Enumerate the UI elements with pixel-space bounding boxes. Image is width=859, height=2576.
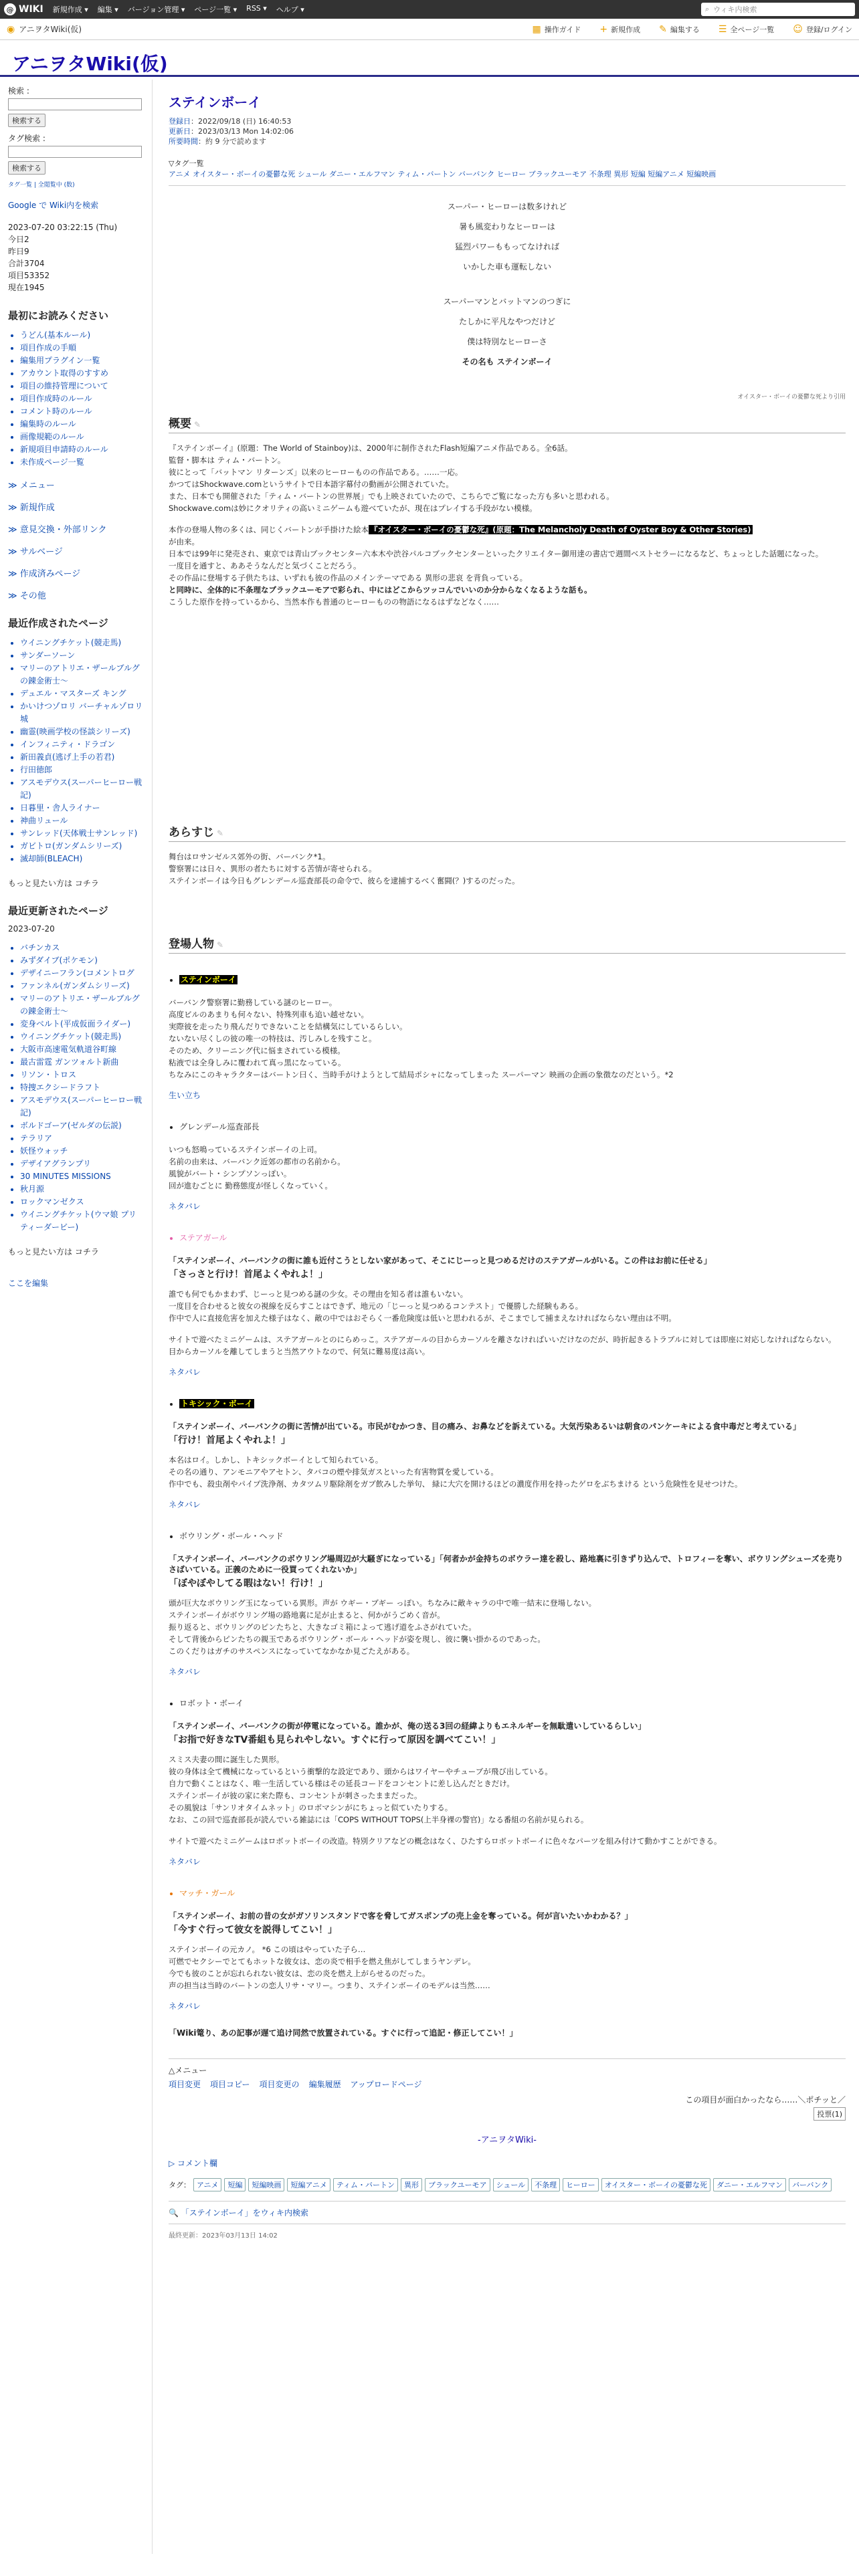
first-read-item[interactable]: • 画像規範のルール [20,431,144,443]
character-subsection-link[interactable]: 生い立ち [169,1091,201,1100]
first-read-item[interactable]: • 項目の維持管理について [20,380,144,393]
character-name-item [179,1121,846,1132]
recent-created-item[interactable]: • インフィニティ・ドラゴン [20,738,144,751]
logo-text: WIKI [19,4,43,15]
poem-note: オイスター・ボーイの憂鬱な死より引用 [737,394,846,401]
first-read-item[interactable]: • 編集用プラグイン一覧 [20,354,144,367]
list-icon: ☰ [718,23,727,35]
character-quote: 「ステインボーイ、バーバンクの街が停電になっている。誰かが、俺の送る3回の経緯よりもエネルギーを無駄遣いしているらしい」 [169,1721,646,1731]
netabare-link[interactable]: ネタバレ [169,1857,201,1866]
synopsis-line: 舞台はロサンゼルス郊外の街、バーバンク*1。 [169,852,330,861]
character-line: 誰でも何でもかまわず、じーっと見つめる謎の少女。その理由を知る者は誰もいない。 [169,1289,468,1299]
sidebar-section-link[interactable]: ≫ サルベージ [8,547,63,557]
overview-title: 概要 [169,417,191,431]
tag-search-label: タグ検索 : [8,134,45,143]
poem-line: スーパーマンとバットマンのつぎに [443,297,571,306]
overview-line: 彼にとって「バットマン リターンズ」以来のヒーローものの作品である。……一応。 [169,467,463,477]
tag-chip[interactable]: オイスター・ボーイの憂鬱な死 [601,2178,710,2191]
overview-line: その作品に登場する子供たちは、いずれも彼の作品のメインテーマである 異形の悲哀 を背負っている。 [169,573,528,582]
top-search-input[interactable] [701,3,855,16]
pencil-icon: ✎ [659,23,667,35]
characters-heading [169,934,846,954]
bottom-menu [169,2058,846,2090]
character-line: 高度ビルのあまりも何々ない、特殊列車も追い越せない。 [169,1010,369,1019]
stats-block [8,221,144,294]
search-placeholder: ウィキ内検索 [713,5,757,14]
character-line: 一度目を合わせると彼女の視線を反らすことはできず、地元の「じーっと見つめるコンテスト」で優勝した経験もある。 [169,1301,583,1311]
character-name: ロボット・ボーイ [179,1699,244,1708]
character-quote-sub: 「行け！首尾よくやれよ！」 [169,1435,290,1446]
wiki-logo[interactable] [4,3,43,15]
character-line: 作中で人に直接危害を加えた様子はなく、敵の中ではおそらく一番危険度は低いと思われるが、そこまでして捕まえなければならない理由は不明。 [169,1313,676,1323]
first-read-item[interactable]: • 項目作成時のルール [20,393,144,405]
character-name-item [179,1530,846,1541]
character-entry [169,1530,846,1541]
first-read-item[interactable]: • アカウント取得のすすめ [20,367,144,380]
synopsis-heading [169,823,846,842]
wiki-search-link[interactable]: 🔍 「ステインボーイ」をウィキ内検索 [169,2201,846,2224]
recent-updated-item[interactable]: • ロックマンゼクス [20,1196,144,1208]
character-line: 名前の由来は、バーバンク近郊の都市の名前から。 [169,1157,345,1166]
recent-updated-item[interactable]: • アスモデウス(スーパーヒーロー戦記) [20,1094,144,1119]
edit-pencil-icon[interactable]: ✎ [217,829,224,838]
first-read-heading: 最初にお読みください [8,310,109,322]
recent-created-item[interactable]: • マリーのアトリエ・ザールブルグの錬金術士〜 [20,662,144,687]
all-pages-button[interactable] [719,24,774,35]
overview-line: と同時に、全体的に不条理なブラックユーモアで彩られ、中にはどこからツッコんでいいのか分からなくなるような話も。 [169,585,592,595]
recent-updated-item[interactable]: • ボルドゴーア(ゼルダの伝説) [20,1119,144,1132]
meta-row [169,136,846,146]
meta-value: ：2023/03/13 Mon 14:02:06 [191,127,294,136]
recent-created-item[interactable]: • サンレッド(天体戦士サンレッド) [20,827,144,840]
overview-line: 一度目を通すと、ああそうなんだと気づくことだろう。 [169,561,361,570]
first-read-item[interactable]: • コメント時のルール [20,405,144,418]
recent-updated-heading: 最近更新されたページ [8,905,108,917]
overview-line: 本作の登場人物の多くは、同じくバートンが手掛けた絵本 『オイスター・ボーイの憂鬱な死』(原題：The Melancholy Death of Oyster Boy & Other Stories) [169,525,751,534]
site-title[interactable]: アニヲタWiki(仮) [12,53,168,75]
recent-updated-item[interactable]: • ウイニングチケット(ウマ娘 プリティーダービー) [20,1208,144,1234]
top-bar [0,0,859,19]
recent-created-item[interactable]: • ウイニングチケット(競走馬) [20,637,144,649]
stat-now: 現在1945 [8,283,45,292]
character-quote-sub: 「今すぐ行って彼女を説得してこい！」 [169,1925,337,1935]
opening-poem [169,197,846,372]
recent-updated-item[interactable]: • デザイアグランプリ [20,1158,144,1170]
character-line: 粘液では全身しみに覆われて真っ黒になっている。 [169,1058,346,1067]
tag-list-label: ▽タグ一覧 [169,159,204,168]
character-quote-sub: 「お指で好きなTV番組も見られやしない。すぐに行って原因を調べてこい！」 [169,1735,501,1745]
rate-box [169,2094,846,2121]
character-quote: 「ステインボーイ、バーバンクのボウリング場周辺が大騒ぎになっている」「何者かが金持ちのボウラー達を殺し、路地裏に引きずり込んで、トロフィーを奪い、ボウリングシューズを売りさばいている。正義のために一役買ってくれないか」 [169,1554,844,1574]
edit-label: 編集する [670,25,700,34]
tag-chip[interactable]: 異形 [401,2178,422,2191]
character-line: 可燃でセクシーでとてもホットな彼女は、恋の炎で相手を燃え焦がしてしまうヤンデレ。 [169,1957,476,1966]
recent-created-item[interactable]: • 神曲リュール [20,815,144,827]
menu-link[interactable]: アップロードページ [350,2080,422,2089]
sidebar-search-button[interactable]: 検索する [8,114,45,127]
recent-updated-date: 2023-07-20 [8,924,55,934]
character-line: このくだりはガチのサスペンスになっていてなかなか見ごたえがある。 [169,1646,415,1656]
sidebar-section-link[interactable]: ≫ 作成済みページ [8,569,81,579]
new-page-button[interactable] [599,24,640,35]
highlight-title: 『オイスター・ボーイの憂鬱な死』(原題：The Melancholy Death of Oyster Boy & Other Stories) [370,525,751,534]
recent-created-item[interactable]: • 幽霊(映画学校の怪談シリーズ) [20,726,144,738]
character-line: そして背後からピンたちの親玉であるボウリング・ボール・ヘッドが姿を現し、彼に襲い掛かるのであった。 [169,1634,545,1644]
poem-line: スーパー・ヒーローは数多けれど [447,202,567,211]
overview-heading [169,414,846,433]
overview-line: 日本では99年に発売され、東京では青山ブックセンター六本木や渋谷パルコブックセンターといったクリエイター御用達の書店で週間ベストセラーになるなど、ちょっとした話題になった。 [169,549,824,558]
rate-text: この項目が面白かったなら……＼ポチッと／ [685,2095,846,2105]
tag-chip[interactable]: 短編アニメ [287,2178,330,2191]
sidebar-section-link[interactable]: ≫ 意見交換・外部リンク [8,525,107,535]
recent-updated-item[interactable]: • テラリア [20,1132,144,1145]
site-name: アニヲタWiki(仮) [19,25,82,34]
character-line: 頭が巨大なボウリング玉になっている異形。声が ウギー・ブギー っぽい。ちなみに敵キャラの中で唯一結末に登場しない。 [169,1598,597,1608]
character-name: ステアガール [179,1233,227,1243]
tag-line [169,158,846,186]
character-name-item [179,1887,846,1899]
tag-note[interactable]: タグ一覧 | 全閲覧中 (数) [8,182,75,189]
meta-row [169,126,846,136]
guide-button[interactable] [533,24,581,35]
overview-line: が由来。 [169,537,199,546]
poem-line: 猛烈パワーももってなければ [454,242,559,251]
menu-edit[interactable]: 編集 ▾ [97,5,118,14]
search-label: 検索 : [8,86,29,96]
character-line: そのため、クリーニング代に悩まされている模様。 [169,1046,345,1055]
tag-list [169,2178,846,2191]
sub-bar [0,19,859,40]
character-line: ちなみにこのキャラクターはバートン曰く、当時手がけようとして結局ポシャになってしまった スーパーマン 映画の企画の象徴なのだという。*2 [169,1070,674,1079]
menu-version[interactable]: バージョン管理 ▾ [127,5,185,14]
character-line: その名の通り、アンモニアやアセトン、タバコの煙や排気ガスといった有害物質を愛している。 [169,1467,498,1477]
character-entry [169,1887,846,1899]
more-link-2[interactable]: もっと見たい方は コチラ [8,1247,99,1257]
meta-key: 登録日 [169,117,191,126]
stat-total: 合計3704 [8,259,45,268]
synopsis-line: 警察署には日々、異形の者たちに対する苦情が寄せられる。 [169,864,377,873]
spacer [169,515,846,524]
menu-link[interactable]: 項目コピー [210,2080,250,2089]
comment-link[interactable]: ▷ コメント欄 [169,2159,218,2168]
character-line: 今でも彼のことが忘れられない彼女は、恋の炎を燃え上がらせるのだった。 [169,1969,430,1978]
guide-icon: ▦ [532,23,541,35]
recent-created-item[interactable]: • 滅却師(BLEACH) [20,853,144,865]
spacer [169,1826,846,1836]
character-line: いつも怒鳴っているステインボーイの上司。 [169,1145,322,1154]
edit-pencil-icon[interactable]: ✎ [194,420,201,429]
menu-help[interactable]: ヘルプ ▾ [276,5,304,14]
tags-label: タグ： [169,2181,191,2189]
character-name: ボウリング・ボール・ヘッド [179,1531,284,1541]
footer-title[interactable]: -アニヲタWiki- [478,2135,537,2145]
character-line: 本名はロイ。しかし、トキシックボーイとして知られている。 [169,1455,383,1465]
character-line: ないない尽くしの彼の唯一の特技は、汚しみしを残すこと。 [169,1034,377,1043]
tag-chip[interactable]: ヒーロー [563,2178,599,2191]
tag-search-button[interactable]: 検索する [8,161,45,175]
character-line: バーバンク警察署に勤務している謎のヒーロー。 [169,998,337,1007]
recent-updated-item[interactable]: • みずダイブ(ポケモン) [20,954,144,967]
recent-updated-item[interactable]: • デザイニーフラン(コメントログ [20,967,144,980]
character-line: ステインボーイが彼の家に来た際も、コンセントが刺さったままだった。 [169,1791,422,1800]
vote-button[interactable]: 投票(1) [814,2107,846,2121]
character-line: スミス夫妻の間に誕生した異形。 [169,1755,284,1764]
character-quote-sub: 「ぼやぼやしてる暇はない！行け！」 [169,1578,328,1589]
recent-updated-item[interactable]: • 妖怪ウォッチ [20,1145,144,1158]
overview-line: かつてはShockwave.comというサイトで日本語字幕付の動画が公開されていた。 [169,479,454,489]
all-pages-label: 全ページ一覧 [730,25,775,34]
new-label: 新規作成 [611,25,641,34]
more-link-1[interactable]: もっと見たい方は コチラ [8,879,99,888]
character-line: その風貌は「サンリオタイムネット」のロボマシンがにちょっと似ていたりする。 [169,1803,453,1812]
character-line: ステインボーイの元カノ。 *6 この頃はやっていた子ら… [169,1945,366,1954]
character-quote: 「ステインボーイ、お前の昔の女がガソリンスタンドで客を脅してガスポンプの売上金を奪っている。何が言いたいかわかる？」 [169,1911,633,1921]
character-name-item [179,1697,846,1709]
menu-links [169,2078,846,2090]
recent-created-item[interactable]: • デュエル・マスターズ キング [20,687,144,700]
edit-sidebar-link[interactable]: ここを編集 [8,1279,49,1288]
spacer [169,1325,846,1334]
character-name: トキシック・ボーイ [181,1399,253,1408]
sidebar-section-link[interactable]: ≫ メニュー [8,481,55,491]
tag-chip[interactable]: 短編 [224,2178,246,2191]
first-read-item[interactable]: • うどん(基本ルール) [20,329,144,342]
menu-link[interactable]: 項目変更の [259,2080,300,2089]
stat-items: 項目53352 [8,271,50,280]
overview-body [169,443,846,607]
character-line: 実際彼を走ったり飛んだりできないことを結構気にしているらしい。 [169,1022,407,1031]
character-name-item [179,1232,846,1243]
recent-created-item[interactable]: • 新田義貞(逃げ上手の若君) [20,751,144,764]
login-button[interactable] [793,24,852,35]
character-entry [169,1697,846,1709]
tag-chip[interactable]: アニメ [193,2178,221,2191]
netabare-link[interactable]: ネタバレ [169,1667,201,1677]
sidebar [0,80,153,2554]
recent-updated-item[interactable]: • 特捜エクシードラフト [20,1081,144,1094]
login-label: 登録/ログイン [805,25,852,34]
character-line: 振り返ると、ボウリングのピンたちと、大きなゴミ箱によって逃げ道をふさがれていた。 [169,1622,476,1632]
recent-updated-item[interactable]: • 秋月源 [20,1183,144,1196]
first-read-list [8,329,144,469]
netabare-link[interactable]: ネタバレ [169,1500,201,1509]
overview-line: Shockwave.comは妙にクオリティの高いミニゲームも遊べていたが、現在はプレイする手段がない模様。 [169,504,537,513]
recent-updated-item[interactable]: • 最古雷霆 ガンツォルト新曲 [20,1056,144,1069]
edit-pencil-icon[interactable]: ✎ [217,940,224,950]
tag-chip[interactable]: バーバンク [789,2178,832,2191]
first-read-item[interactable]: • 項目作成の手順 [20,342,144,354]
search-icon: ⌕ [705,5,710,13]
character-line: 彼の身体は全て機械になっているという衝撃的な設定であり、頭からはワイヤーやチューブが飛び出している。 [169,1767,553,1776]
character-line: なお、この回で巡査部長が読んでいる雑誌には「COPS WITHOUT TOPS(上半身裸の警官)」なる番組の名前が見られる。 [169,1815,589,1824]
sidebar-search-input[interactable] [8,98,142,110]
character-entry [169,1232,846,1243]
character-line: 自力で動くことはなく、唯一生活している様はその延長コードをコンセントに差し込んだときだけ。 [169,1779,514,1788]
logo-mark-icon: @ [4,3,16,15]
netabare-link[interactable]: ネタバレ [169,1368,201,1377]
recent-created-item[interactable]: • かいけつゾロリ バーチャルゾロリ城 [20,700,144,726]
character-line: 作中でも、殺虫剤やパイプ洗浄剤、カタツムリ駆除剤をガブ飲みした挙句、 緑に大穴を開けるほどの濃度作用を持ったゲロをぶちまける という危険性を見せつけた。 [169,1479,743,1489]
character-line: サイトで遊べたミニゲームは、ステアガールとのにらめっこ。ステアガールの目からカーソルを離さなければいいだけなのだが、時折起きるトラブルに対しては即座に対応しなければならない。 [169,1335,836,1344]
recent-updated-item[interactable]: • リソン・トロス [20,1069,144,1081]
overview-line: 『ステインボーイ』(原題：The World of Stainboy)は、2000年に制作されたFlash短編アニメ作品である。全6話。 [169,443,573,453]
poem-line: 暑も風変わりなヒーローは [459,222,555,231]
meta-row [169,116,846,126]
character-name: グレンデール巡査部長 [179,1122,260,1132]
stat-date: 2023-07-20 03:22:15 (Thu) [8,223,118,232]
tag-chip[interactable]: ダニー・エルフマン [713,2178,786,2191]
character-line: ステインボーイがボウリング場の路地裏に足が止まると、何かがうごめく音が。 [169,1610,445,1620]
inline-tags[interactable]: アニメ オイスター・ボーイの憂鬱な死 シュール ダニー・エルフマン ティム・バートン バーバンク ヒーロー ブラックユーモア 不条理 異形 短編 短編アニメ 短編映画 [169,170,717,179]
site-link[interactable] [7,23,82,35]
character-line: 風貌がバート・シンプソンっぽい。 [169,1169,292,1178]
google-search-link[interactable]: Google で Wiki内を検索 [8,201,99,210]
character-quote: 「ステインボーイ、バーバンクの街に誰も近付こうとしない家があって、そこにじーっと見つめるだけのステアガールがいる。この件はお前に任せる」 [169,1256,712,1265]
site-icon: ◉ [7,23,15,35]
character-line: 目からカーソルを離してしまうと当然アウトなので、何気に難易度は高い。 [169,1347,430,1356]
character-name-item [179,974,846,985]
sidebar-section-link[interactable]: ≫ 新規作成 [8,503,55,513]
meta-value: ：約 9 分で読めます [198,137,266,146]
page-meta [169,116,846,146]
poem-line [169,277,846,292]
menu-new[interactable]: 新規作成 ▾ [52,5,88,14]
menu-label[interactable]: △メニュー [169,2066,207,2075]
recent-updated-item[interactable]: • ウイニングチケット(競走馬) [20,1031,144,1043]
character-quote: 「ステインボーイ、バーバンクの街に苦情が出ている。市民がむかつき、目の痛み、お鼻などを訴えている。大気汚染あるいは朝食のパンケーキによる食中毒だと考えている」 [169,1422,801,1431]
characters-title: 登場人物 [169,938,214,951]
recent-created-item[interactable]: • 行田徳郎 [20,764,144,776]
meta-value: ：2022/09/18 (日) 16:40:53 [191,117,292,126]
menu-link[interactable]: 編集履歴 [308,2080,341,2089]
poem-line: 僕は特別なヒーローさ [467,337,547,346]
menu-link[interactable]: 項目変更 [169,2080,201,2089]
meta-key: 所要時間 [169,137,198,146]
recent-created-list [8,637,144,865]
stat-today: 今日2 [8,235,29,244]
synopsis-body [169,851,846,886]
recent-updated-item[interactable]: • バチンカス [20,942,144,954]
first-read-item[interactable]: • 未作成ページ一覧 [20,456,144,469]
last-updated: 最終更新：2023年03月13日 14:02 [169,2232,278,2240]
user-icon: ☺ [793,23,803,35]
overview-line: こうした原作を持っているから、当然本作も普通のヒーローものの物語になるはずなどなく…… [169,597,500,607]
recent-created-item[interactable]: • 日暮里・舎人ライナー [20,802,144,815]
menu-rss[interactable]: RSS ▾ [246,4,267,13]
poem-line: たしかに平凡なやつだけど [458,317,555,326]
poem-line: いかした車も運転しない [462,262,551,272]
tag-chip[interactable]: 短編映画 [248,2178,284,2191]
page-title: ステインボーイ [169,94,262,110]
recent-updated-list [8,942,144,1234]
recent-created-item[interactable]: • ガビトロ(ガンダムシリーズ) [20,840,144,853]
edit-button[interactable] [659,24,700,35]
sidebar-section-link[interactable]: ≫ その他 [8,591,46,601]
character-line: 声の担当は当時のバートンの恋人リサ・マリー。つまり、ステインボーイのモデルは当然…… [169,1981,490,1990]
menu-pages[interactable]: ページ一覧 ▾ [194,5,237,14]
synopsis-title: あらすじ [169,826,214,839]
first-read-item[interactable]: • 新規項目申請時のルール [20,443,144,456]
guide-label: 操作ガイド [544,25,581,34]
tag-chip[interactable]: ティム・バートン [333,2178,398,2191]
overview-line: 監督・脚本は ティム・バートン。 [169,455,286,465]
recent-updated-item[interactable]: • ファンネル(ガンダムシリーズ) [20,980,144,992]
banner [0,40,859,75]
netabare-link[interactable]: ネタバレ [169,2002,201,2011]
poem-line: その名も ステインボーイ [462,357,553,366]
first-read-item[interactable]: • 編集時のルール [20,418,144,431]
main-content [153,80,859,2554]
recent-created-item[interactable]: • アスモデウス(スーパーヒーロー戦記) [20,776,144,802]
synopsis-line: ステインボーイは今日もグレンデール巡査部長の命令で、彼らを逮捕するべく奮闘(？)するのだった。 [169,876,520,885]
recent-updated-item[interactable]: • 30 MINUTES MISSIONS [20,1170,144,1183]
character-name: マッチ・ガール [179,1889,235,1898]
tag-chip[interactable]: 不条理 [531,2178,560,2191]
closing-quote: 「Wiki篭り、あの記事が遅て追け同然で放置されている。すぐに行って追記・修正してこい！」 [169,2028,518,2038]
characters-body [169,974,846,2012]
character-name: ステインボーイ [181,975,236,984]
recent-created-item[interactable]: • サンダーソーン [20,649,144,662]
character-name-item [179,1398,846,1409]
character-line: 回が進むごとに 勤務態度が怪しくなっていく。 [169,1181,332,1190]
tag-chip[interactable]: シュール [493,2178,529,2191]
tag-search-input[interactable] [8,146,142,158]
recent-updated-item[interactable]: • 大阪市高速電気軌道谷町線 [20,1043,144,1056]
recent-created-heading: 最近作成されたページ [8,617,108,629]
character-line: サイトで遊べたミニゲームはロボットボーイの改造。特別クリアなどの概念はなく、ひたすらロボットボーイに色々なパーツを組み付けて動かすことができる。 [169,1836,722,1846]
character-entry [169,1121,846,1132]
stat-yesterday: 昨日9 [8,247,29,256]
recent-updated-item[interactable]: • 変身ベルト(平成仮面ライダー) [20,1018,144,1031]
meta-key: 更新日 [169,127,191,136]
character-quote-sub: 「さっさと行け！首尾よくやれよ！」 [169,1269,328,1280]
netabare-link[interactable]: ネタバレ [169,1202,201,1211]
tag-chip[interactable]: ブラックユーモア [425,2178,490,2191]
recent-updated-item[interactable]: • マリーのアトリエ・ザールブルグの錬金術士〜 [20,992,144,1018]
plus-icon: + [599,23,608,35]
character-entry [169,974,846,985]
overview-line: また、日本でも開催された「ティム・バートンの世界展」でも上映されていたので、こちらでご覧になった方も多いと思われる。 [169,492,614,501]
character-entry [169,1398,846,1409]
top-menu [53,4,304,15]
